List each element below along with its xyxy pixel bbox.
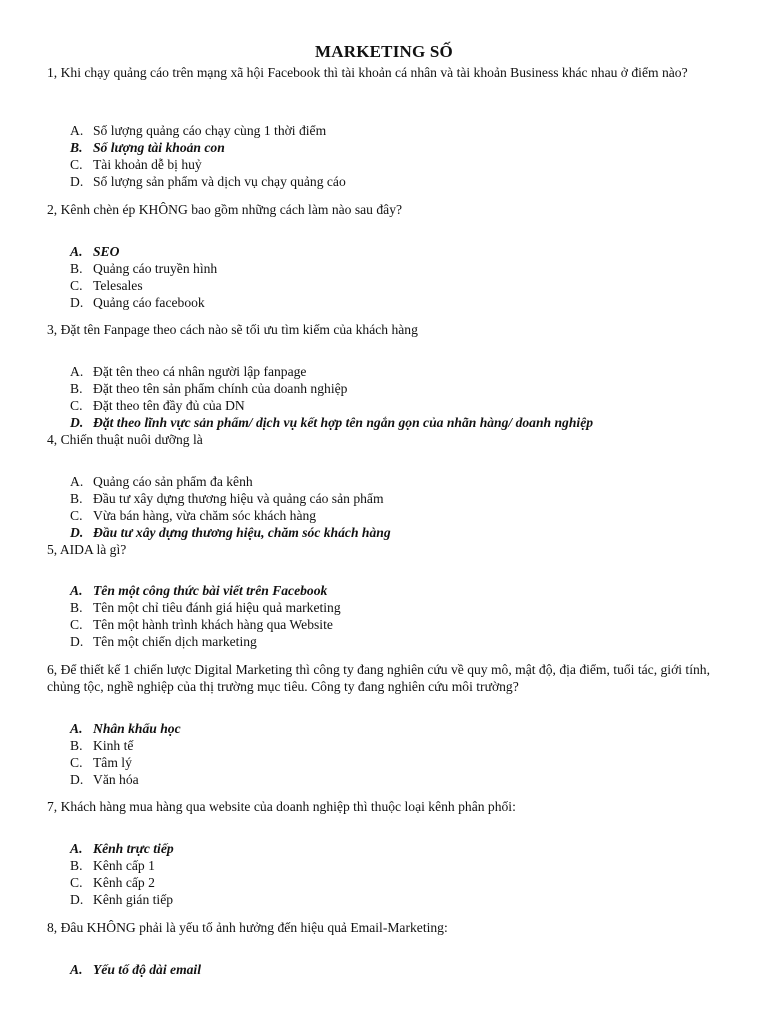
- option-text: Tên một công thức bài viết trên Facebook: [93, 583, 328, 598]
- option-6d: [70, 771, 730, 788]
- option-letter: B.: [70, 600, 83, 615]
- option-text: Kênh gián tiếp: [93, 892, 174, 907]
- option-7b: [70, 857, 730, 874]
- option-8a: [70, 961, 730, 978]
- option-text: Tài khoản dễ bị huỷ: [93, 157, 202, 172]
- option-letter: B.: [70, 491, 83, 506]
- document-title: MARKETING SỐ: [315, 42, 453, 61]
- option-2b: [70, 260, 730, 277]
- option-text: Tâm lý: [93, 755, 132, 770]
- option-letter: A.: [70, 721, 83, 736]
- option-text: Đặt theo lĩnh vực sản phẩm/ dịch vụ kết hợp tên ngắn gọn của nhãn hàng/ doanh nghiệp: [93, 415, 594, 430]
- option-text: Số lượng sản phẩm và dịch vụ chạy quảng cáo: [93, 174, 346, 189]
- option-text: Quảng cáo facebook: [93, 295, 205, 310]
- option-letter: D.: [70, 295, 84, 310]
- option-letter: D.: [70, 174, 84, 189]
- option-text: Đặt theo tên sản phẩm chính của doanh nghiệp: [93, 381, 348, 396]
- option-3d: [70, 414, 730, 431]
- option-text: Kinh tế: [93, 738, 134, 753]
- option-text: Đầu tư xây dựng thương hiệu và quảng cáo sản phẩm: [93, 491, 384, 506]
- option-letter: C.: [70, 157, 83, 172]
- question-3: 3, Đặt tên Fanpage theo cách nào sẽ tối ưu tìm kiếm của khách hàng: [47, 322, 418, 337]
- option-2d: [70, 294, 730, 311]
- option-1c: [70, 156, 730, 173]
- option-text: Số lượng tài khoản con: [93, 140, 225, 155]
- option-letter: C.: [70, 278, 83, 293]
- option-text: Văn hóa: [93, 772, 139, 787]
- question-8: 8, Đâu KHÔNG phải là yếu tố ảnh hưởng đến hiệu quả Email-Marketing:: [47, 920, 448, 935]
- option-text: Kênh cấp 1: [93, 858, 155, 873]
- option-5d: [70, 633, 730, 650]
- option-text: Số lượng quảng cáo chạy cùng 1 thời điểm: [93, 123, 327, 138]
- option-text: Kênh trực tiếp: [93, 841, 174, 856]
- option-4c: [70, 507, 730, 524]
- option-letter: B.: [70, 858, 83, 873]
- question-5: 5, AIDA là gì?: [47, 542, 127, 557]
- option-text: Nhân khẩu học: [93, 721, 181, 736]
- option-4d: [70, 524, 730, 541]
- option-letter: B.: [70, 738, 83, 753]
- option-3c: [70, 397, 730, 414]
- option-letter: A.: [70, 244, 83, 259]
- option-letter: C.: [70, 398, 83, 413]
- option-letter: A.: [70, 583, 83, 598]
- option-3b: [70, 380, 730, 397]
- option-7d: [70, 891, 730, 908]
- option-letter: C.: [70, 755, 83, 770]
- option-text: Yếu tố độ dài email: [93, 962, 201, 977]
- option-text: Quảng cáo truyền hình: [93, 261, 218, 276]
- option-text: Đầu tư xây dựng thương hiệu, chăm sóc khách hàng: [93, 525, 391, 540]
- option-7a: [70, 840, 730, 857]
- option-5a: [70, 582, 730, 599]
- option-text: Tên một hành trình khách hàng qua Website: [93, 617, 333, 632]
- option-letter: A.: [70, 364, 84, 379]
- option-letter: B.: [70, 140, 83, 155]
- option-2c: [70, 277, 730, 294]
- option-6c: [70, 754, 730, 771]
- option-5b: [70, 599, 730, 616]
- option-letter: D.: [70, 772, 84, 787]
- question-4: 4, Chiến thuật nuôi dưỡng là: [47, 432, 203, 447]
- option-text: Vừa bán hàng, vừa chăm sóc khách hàng: [93, 508, 317, 523]
- question-1: 1, Khi chạy quảng cáo trên mạng xã hội Facebook thì tài khoản cá nhân và tài khoản Business khác nhau ở điểm nào?: [47, 65, 688, 80]
- option-7c: [70, 874, 730, 891]
- option-letter: D.: [70, 892, 84, 907]
- option-letter: B.: [70, 261, 83, 276]
- option-1d: [70, 173, 730, 190]
- option-letter: C.: [70, 875, 83, 890]
- question-2: 2, Kênh chèn ép KHÔNG bao gồm những cách làm nào sau đây?: [47, 202, 403, 217]
- option-3a: [70, 363, 730, 380]
- option-4a: [70, 473, 730, 490]
- option-text: Telesales: [93, 278, 143, 293]
- option-letter: A.: [70, 962, 83, 977]
- option-text: Quảng cáo sản phẩm đa kênh: [93, 474, 253, 489]
- option-text: SEO: [93, 244, 120, 259]
- option-4b: [70, 490, 730, 507]
- option-letter: B.: [70, 381, 83, 396]
- option-2a: [70, 243, 730, 260]
- option-6a: [70, 720, 730, 737]
- option-letter: C.: [70, 508, 83, 523]
- option-letter: D.: [70, 634, 84, 649]
- option-text: Tên một chỉ tiêu đánh giá hiệu quả marketing: [93, 600, 341, 615]
- option-1a: [70, 122, 730, 139]
- option-text: Đặt tên theo cá nhân người lập fanpage: [93, 364, 307, 379]
- option-5c: [70, 616, 730, 633]
- option-text: Kênh cấp 2: [93, 875, 155, 890]
- option-1b: [70, 139, 730, 156]
- option-letter: C.: [70, 617, 83, 632]
- question-7: 7, Khách hàng mua hàng qua website của doanh nghiệp thì thuộc loại kênh phân phối:: [47, 799, 516, 814]
- option-letter: A.: [70, 474, 84, 489]
- option-letter: A.: [70, 123, 84, 138]
- option-6b: [70, 737, 730, 754]
- option-text: Tên một chiến dịch marketing: [93, 634, 257, 649]
- option-letter: D.: [70, 415, 84, 430]
- option-text: Đặt theo tên đầy đủ của DN: [93, 398, 245, 413]
- option-letter: D.: [70, 525, 84, 540]
- option-letter: A.: [70, 841, 83, 856]
- question-6: 6, Để thiết kế 1 chiến lược Digital Marketing thì công ty đang nghiên cứu về quy mô, mật độ, địa điểm, tuổi tác, giới tính, chủng tộc, nghề nghiệp của thị trường mục tiêu. Công ty đang nghiên cứu môi trường?: [47, 662, 710, 694]
